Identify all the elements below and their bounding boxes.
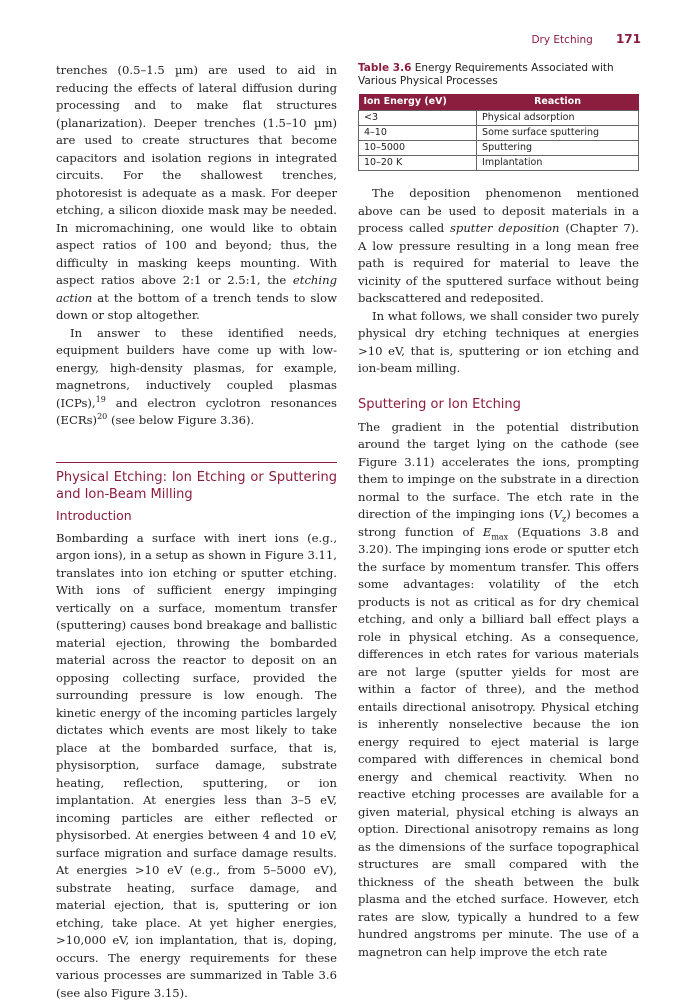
paragraph-equipment: In answer to these identified needs, equipment builders have come up with low-energy, high-density plasmas, for example, magnetrons, inductively coupled plasmas (ICPs),$^{19}$ and electron cyclotron resonances (ECRs)$^{20}$ (see below Figure 3.36). xyxy=(56,325,337,430)
running-title: Dry Etching xyxy=(531,34,592,46)
subheading-introduction: Introduction xyxy=(56,507,337,524)
paragraph-trenches: trenches (0.5–1.5 µm) are used to aid in reducing the effects of lateral diffusion during processing and to make flat structures (planarization). Deeper trenches (1.5–10 µm) are used to create structures that become capacitors and isolation regions in integrated circuits. For the shallowest trenches, photoresist is adequate as a mask. For deeper etching, a silicon dioxide mask may be needed. In micromachining, one would like to obtain aspect ratios of 100 and beyond; thus, the difficulty in masking keeps mounting. With aspect ratios above 2:1 or 2.5:1, the etching action at the bottom of a trench tends to slow down or stop altogether. xyxy=(56,62,337,325)
table-header-reaction: Reaction xyxy=(477,94,639,111)
table-header-energy: Ion Energy (eV) xyxy=(359,94,477,111)
left-column xyxy=(56,62,337,1002)
section-heading-physical-etching: Physical Etching: Ion Etching or Sputtering and Ion-Beam Milling xyxy=(56,469,337,503)
page-number: 171 xyxy=(616,32,641,46)
table-title: Energy Requirements Associated with Various Physical Processes xyxy=(358,62,614,87)
paragraph-bombarding: Bombarding a surface with inert ions (e.g., argon ions), in a setup as shown in Figure 3.11, translates into ion etching or sputter etching. With ions of sufficient energy impinging vertically on a surface, momentum transfer (sputtering) causes bond breakage and ballistic material ejection, throwing the bombarded material across the reactor to deposit on an opposing collecting surface, provided the surrounding pressure is low enough. The kinetic energy of the incoming particles largely dictates which events are most likely to take place at the bombarded surface, that is, physisorption, surface damage, substrate heating, reflection, sputtering, or ion implantation. At energies less than 3–5 eV, incoming particles are either reflected or physisorbed. At energies between 4 and 10 eV, surface migration and surface damage results. At energies >10 eV (e.g., from 5–5000 eV), substrate heating, surface damage, and material ejection, that is, sputtering or ion etching, take place. At yet higher energies, >10,000 eV, ion implantation, that is, doping, occurs. The energy requirements for these various processes are summarized in Table 3.6 (see also Figure 3.15). xyxy=(56,530,337,1002)
table-caption xyxy=(358,62,639,88)
table-label: Table 3.6 xyxy=(358,62,411,74)
paragraph-what-follows: In what follows, we shall consider two purely physical dry etching techniques at energies >10 eV, that is, sputtering or ion etching and ion-beam milling. xyxy=(358,308,639,378)
section-heading-sputtering: Sputtering or Ion Etching xyxy=(358,396,639,413)
table-row: 10–20 K Implantation xyxy=(359,156,639,171)
table-row: 4–10 Some surface sputtering xyxy=(359,126,639,141)
energy-table xyxy=(358,94,639,171)
right-column xyxy=(358,62,639,961)
paragraph-gradient: The gradient in the potential distribution around the target lying on the cathode (see Figure 3.11) accelerates the ions, prompting them to impinge on the substrate in a direction normal to the surface. The etch rate in the direction of the impinging ions $(V_z)$ becomes a strong function of $E_{max}$ (Equations 3.8 and 3.20). The impinging ions erode or sputter etch the surface by momentum transfer. This offers some advantages: volatility of the etch products is not as critical as for dry chemical etching, and only a billiard ball effect plays a role in physical etching. As a consequence, differences in etch rates for various materials are not large (sputter yields for most are within a factor of three), and the method entails directional anisotropy. Physical etching is inherently nonselective because the ion energy required to eject material is large compared with differences in chemical bond energy and chemical reactivity. When no reactive etching processes are available for a given material, physical etching is always an option. Directional anisotropy remains as long as the dimensions of the surface topographical structures are small compared with the thickness of the sheath between the bulk plasma and the etched surface. However, etch rates are slow, typically a hundred to a few hundred angstroms per minute. The use of a magnetron can help improve the etch rate xyxy=(358,419,639,962)
section-divider xyxy=(56,462,337,463)
paragraph-deposition: The deposition phenomenon mentioned above can be used to deposit materials in a process called sputter deposition (Chapter 7). A low pressure resulting in a long mean free path is required for material to leave the vicinity of the sputtered surface without being backscattered and redeposited. xyxy=(358,185,639,308)
table-row: 10–5000 Sputtering xyxy=(359,141,639,156)
page-header xyxy=(531,28,641,47)
table-row: <3 Physical adsorption xyxy=(359,111,639,126)
